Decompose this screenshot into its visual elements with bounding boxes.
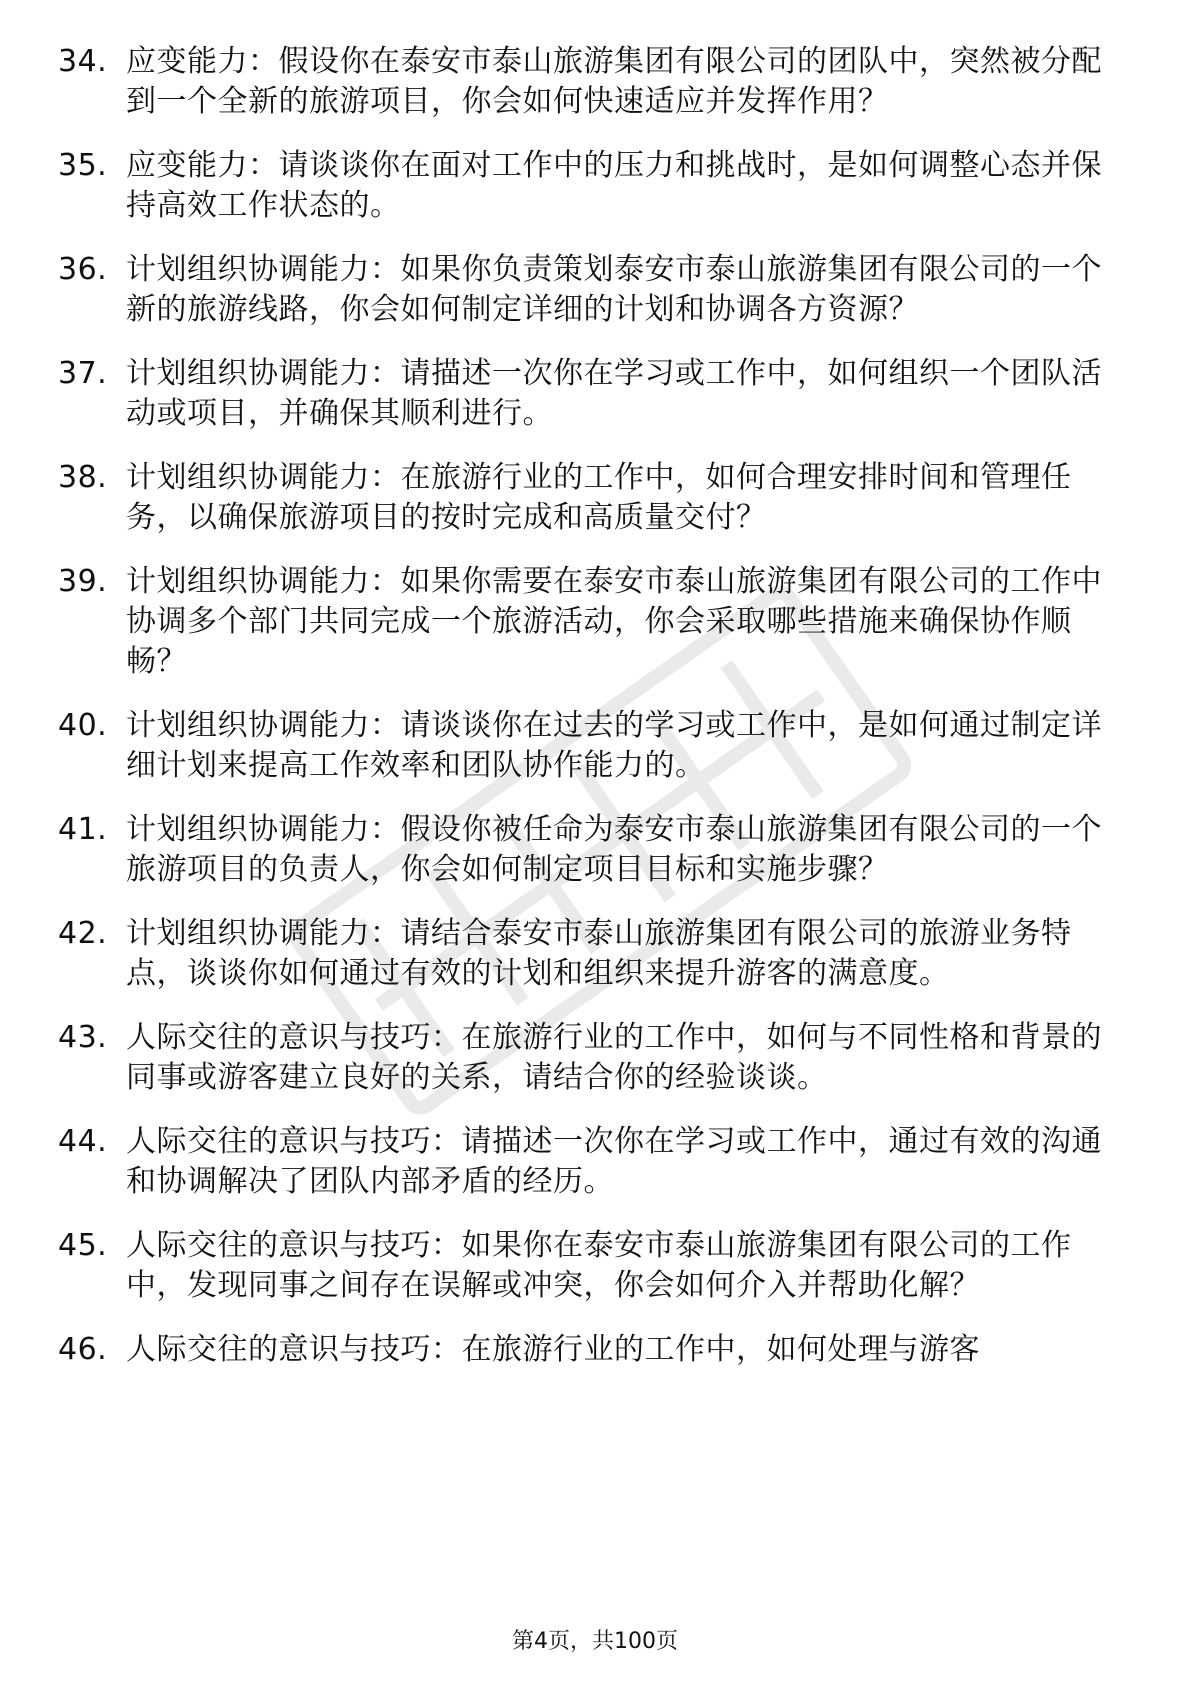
question-text: 人际交往的意识与技巧：请描述一次你在学习或工作中，通过有效的沟通和协调解决了团队内部矛盾的经历。 [126, 1124, 1102, 1199]
question-number: 41. [58, 812, 108, 847]
question-item [58, 1330, 1123, 1370]
question-text: 计划组织协调能力：假设你被任命为泰安市泰山旅游集团有限公司的一个旅游项目的负责人，你会如何制定项目目标和实施步骤？ [126, 812, 1102, 887]
question-item [58, 250, 1123, 330]
question-number: 35. [58, 148, 108, 183]
question-item [58, 810, 1123, 890]
question-number: 42. [58, 916, 108, 951]
question-item [58, 354, 1123, 434]
question-text: 计划组织协调能力：在旅游行业的工作中，如何合理安排时间和管理任务，以确保旅游项目的按时完成和高质量交付？ [126, 460, 1072, 535]
question-list [58, 42, 1123, 1394]
question-number: 43. [58, 1020, 108, 1055]
question-number: 39. [58, 564, 108, 599]
question-item [58, 42, 1123, 122]
question-number: 45. [58, 1228, 108, 1263]
question-text: 人际交往的意识与技巧：在旅游行业的工作中，如何处理与游客 [126, 1332, 980, 1367]
question-item [58, 458, 1123, 538]
question-text: 应变能力：请谈谈你在面对工作中的压力和挑战时，是如何调整心态并保持高效工作状态的。 [126, 148, 1102, 223]
question-text: 应变能力：假设你在泰安市泰山旅游集团有限公司的团队中，突然被分配到一个全新的旅游项目，你会如何快速适应并发挥作用？ [126, 44, 1102, 119]
question-number: 46. [58, 1332, 108, 1367]
question-text: 人际交往的意识与技巧：如果你在泰安市泰山旅游集团有限公司的工作中，发现同事之间存在误解或冲突，你会如何介入并帮助化解？ [126, 1228, 1072, 1303]
question-text: 计划组织协调能力：如果你负责策划泰安市泰山旅游集团有限公司的一个新的旅游线路，你会如何制定详细的计划和协调各方资源？ [126, 252, 1102, 327]
question-item [58, 914, 1123, 994]
question-text: 计划组织协调能力：请结合泰安市泰山旅游集团有限公司的旅游业务特点，谈谈你如何通过有效的计划和组织来提升游客的满意度。 [126, 916, 1072, 991]
question-number: 34. [58, 44, 108, 79]
question-item [58, 1226, 1123, 1306]
question-number: 38. [58, 460, 108, 495]
question-item [58, 1122, 1123, 1202]
question-number: 37. [58, 356, 108, 391]
question-text: 计划组织协调能力：如果你需要在泰安市泰山旅游集团有限公司的工作中协调多个部门共同完成一个旅游活动，你会采取哪些措施来确保协作顺畅？ [126, 564, 1102, 679]
question-item [58, 706, 1123, 786]
question-number: 44. [58, 1124, 108, 1159]
question-item [58, 562, 1123, 682]
question-number: 36. [58, 252, 108, 287]
question-number: 40. [58, 708, 108, 743]
question-text: 计划组织协调能力：请描述一次你在学习或工作中，如何组织一个团队活动或项目，并确保其顺利进行。 [126, 356, 1102, 431]
question-text: 计划组织协调能力：请谈谈你在过去的学习或工作中，是如何通过制定详细计划来提高工作效率和团队协作能力的。 [126, 708, 1102, 783]
question-item [58, 146, 1123, 226]
page-footer: 第4页，共100页 [512, 1629, 678, 1654]
question-item [58, 1018, 1123, 1098]
question-text: 人际交往的意识与技巧：在旅游行业的工作中，如何与不同性格和背景的同事或游客建立良好的关系，请结合你的经验谈谈。 [126, 1020, 1102, 1095]
